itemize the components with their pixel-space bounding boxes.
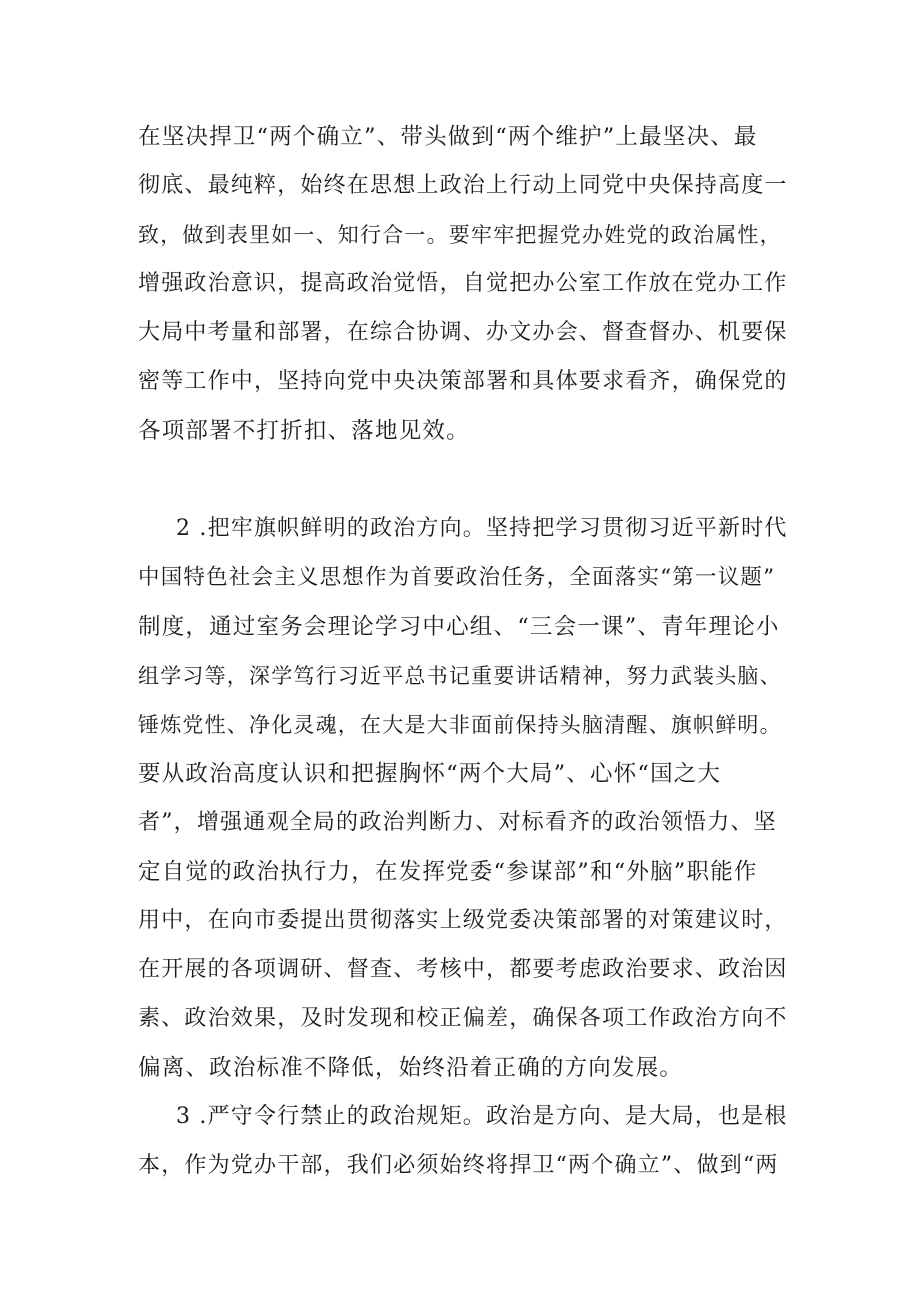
text-line: 2 .把牢旗帜鲜明的政治方向。坚持把学习贯彻习近平新时代 (176, 516, 788, 541)
text-line: 致，做到表里如一、知行合一。要牢牢把握党办姓党的政治属性， (138, 223, 782, 247)
text-line: 锤炼党性、净化灵魂，在大是大非面前保持头脑清醒、旗帜鲜明。 (138, 713, 782, 737)
text-line: 要从政治高度认识和把握胸怀“两个大局”、心怀“国之大 (138, 761, 722, 787)
text-line: 3 .严守令行禁止的政治规矩。政治是方向、是大局，也是根 (176, 1104, 788, 1129)
text-line: 素、政治效果，及时发现和校正偏差，确保各项工作政治方向不 (138, 1006, 788, 1031)
text-line: 增强政治意识，提高政治觉悟，自觉把办公室工作放在党办工作 (138, 271, 788, 296)
text-line: 在开展的各项调研、督查、考核中，都要考虑政治要求、政治因 (138, 957, 788, 982)
text-line: 组学习等，深学笃行习近平总书记重要讲话精神，努力武装头脑、 (138, 664, 782, 688)
text-line: 密等工作中，坚持向党中央决策部署和具体要求看齐，确保党的 (138, 369, 788, 394)
text-line: 大局中考量和部署，在综合协调、办文办会、督查督办、机要保 (138, 320, 788, 345)
text-line: 在坚决捍卫“两个确立”、带头做到“两个维护”上最坚决、最 (138, 124, 758, 150)
text-line: 偏离、政治标准不降低，始终沿着正确的方向发展。 (138, 1055, 684, 1081)
text-line: 者”，增强通观全局的政治判断力、对标看齐的政治领悟力、坚 (138, 810, 777, 835)
text-line: 各项部署不打折扣、落地见效。 (138, 418, 470, 444)
text-line: 定自觉的政治执行力，在发挥党委“参谋部”和“外脑”职能作 (138, 859, 758, 885)
text-line: 用中，在向市委提出贯彻落实上级党委决策部署的对策建议时， (138, 908, 788, 933)
text-line: 制度，通过室务会理论学习中心组、“三会一课”、青年理论小 (138, 614, 780, 640)
text-line: 本，作为党办干部，我们必须始终将捍卫“两个确立”、做到“两 (138, 1153, 779, 1178)
text-line: 中国特色社会主义思想作为首要政治任务，全面落实“第一议题” (138, 565, 776, 590)
text-line: 彻底、最纯粹，始终在思想上政治上行动上同党中央保持高度一 (138, 173, 788, 198)
